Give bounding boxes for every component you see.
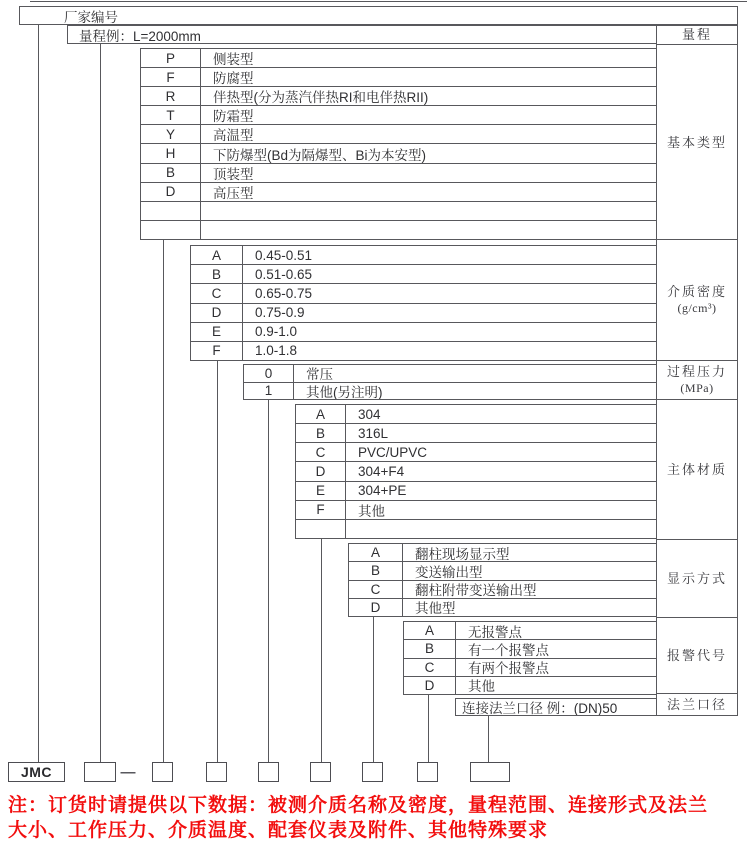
basic-type-row-empty-9 xyxy=(141,221,656,239)
model-value-box-2 xyxy=(152,762,173,782)
code-cell: C xyxy=(296,443,346,461)
order-note-line-1: 注：订货时请提供以下数据：被测介质名称及密度，量程范围、连接形式及法兰 xyxy=(8,795,709,816)
desc-cell: 其他(另注明) xyxy=(306,384,383,399)
alarm-code-row-C xyxy=(404,659,656,677)
basic-type-row-T xyxy=(141,106,656,125)
medium-density-row-A xyxy=(191,246,656,265)
section-process-pressure xyxy=(243,364,657,400)
desc-cell xyxy=(346,520,656,538)
flange-size-row-value xyxy=(456,699,656,715)
category-label-column xyxy=(656,25,738,716)
page-top-rule xyxy=(30,1,747,2)
connector-line-7 xyxy=(373,617,374,762)
desc-cell: 翻柱附带变送输出型 xyxy=(415,583,537,598)
category-label-3 xyxy=(657,361,737,400)
code-cell: D xyxy=(404,677,456,694)
basic-type-row-B xyxy=(141,164,656,183)
order-note xyxy=(8,793,748,843)
code-cell: D xyxy=(349,599,403,616)
alarm-code-row-B xyxy=(404,640,656,658)
category-label-text: (g/cm³) xyxy=(677,301,717,316)
desc-cell: 翻柱现场显示型 xyxy=(415,546,510,562)
code-cell: A xyxy=(191,246,243,264)
display-mode-row-B xyxy=(349,562,656,580)
desc-cell: 变送输出型 xyxy=(415,564,483,580)
code-cell: D xyxy=(141,183,201,201)
model-prefix-label: JMC xyxy=(20,764,53,780)
body-material-row-F xyxy=(296,501,656,520)
desc-cell: 有两个报警点 xyxy=(468,661,549,676)
category-label-text: (MPa) xyxy=(680,380,714,395)
category-label-2 xyxy=(657,240,737,361)
model-value-box-6 xyxy=(362,762,383,782)
code-cell: 1 xyxy=(244,383,294,400)
desc-cell: 常压 xyxy=(306,367,333,382)
model-value-box-8 xyxy=(470,762,510,782)
range-example-row xyxy=(67,25,657,44)
connector-line-4 xyxy=(217,361,218,762)
code-cell: R xyxy=(141,87,201,105)
code-cell: B xyxy=(141,164,201,182)
desc-cell: 其他 xyxy=(358,503,385,519)
model-prefix-box xyxy=(8,762,65,782)
desc-cell: 1.0-1.8 xyxy=(255,343,298,359)
code-cell: 0 xyxy=(244,365,294,382)
code-cell: C xyxy=(349,581,403,598)
medium-density-row-D xyxy=(191,304,656,323)
desc-cell: 顶装型 xyxy=(213,166,254,182)
medium-density-row-B xyxy=(191,265,656,284)
desc-cell: 防霜型 xyxy=(213,109,254,125)
medium-density-row-C xyxy=(191,284,656,303)
code-cell: F xyxy=(296,501,346,519)
alarm-code-row-A xyxy=(404,622,656,640)
category-label-text: 报警代号 xyxy=(666,648,727,664)
category-label-6 xyxy=(657,618,737,694)
desc-cell: 0.75-0.9 xyxy=(255,305,305,321)
basic-type-row-Y xyxy=(141,125,656,144)
manufacturer-code-label: 厂家编号 xyxy=(64,9,118,25)
body-material-row-D xyxy=(296,462,656,481)
code-cell: A xyxy=(296,405,346,423)
category-label-0 xyxy=(657,26,737,45)
medium-density-row-F xyxy=(191,342,656,360)
desc-cell: 伴热型(分为蒸汽伴热RI和电伴热RII) xyxy=(213,90,429,106)
desc-cell: 连接法兰口径 例：(DN)50 xyxy=(462,701,618,715)
connector-line-6 xyxy=(321,539,322,762)
desc-cell: 316L xyxy=(358,425,389,441)
connector-line-2 xyxy=(100,44,101,762)
desc-cell: 304+PE xyxy=(358,483,407,499)
category-label-text: 介质密度 xyxy=(666,284,727,300)
desc-cell: 304+F4 xyxy=(358,463,405,479)
model-separator-dash xyxy=(117,762,139,782)
basic-type-row-F xyxy=(141,68,656,87)
code-cell: E xyxy=(191,323,243,341)
code-cell xyxy=(141,221,201,239)
desc-cell: PVC/UPVC xyxy=(358,444,428,460)
category-label-1 xyxy=(657,45,737,240)
order-note-line-2: 大小、工作压力、介质温度、配套仪表及附件、其他特殊要求 xyxy=(8,820,549,841)
desc-cell: 高压型 xyxy=(213,185,254,201)
code-cell: D xyxy=(191,304,243,322)
body-material-row-empty-6 xyxy=(296,520,656,538)
desc-cell: 侧装型 xyxy=(213,52,254,68)
code-cell: B xyxy=(404,640,456,657)
connector-line-9 xyxy=(488,716,489,762)
category-label-4 xyxy=(657,400,737,540)
model-value-box-5 xyxy=(310,762,331,782)
desc-cell: 无报警点 xyxy=(468,624,522,640)
process-pressure-row-0 xyxy=(244,365,656,383)
basic-type-row-D xyxy=(141,183,656,202)
process-pressure-row-1 xyxy=(244,383,656,400)
category-label-text: 量程 xyxy=(681,27,712,43)
section-flange-size xyxy=(455,698,657,716)
desc-cell: 其他 xyxy=(468,679,495,694)
code-cell: B xyxy=(191,265,243,283)
category-label-text: 过程压力 xyxy=(666,363,727,379)
display-mode-row-C xyxy=(349,581,656,599)
desc-cell xyxy=(201,202,656,220)
desc-cell: 下防爆型(Bd为隔爆型、Bi为本安型) xyxy=(213,147,427,163)
body-material-row-A xyxy=(296,405,656,424)
model-value-box-4 xyxy=(258,762,279,782)
desc-cell: 0.51-0.65 xyxy=(255,266,313,282)
display-mode-row-D xyxy=(349,599,656,616)
desc-cell: 0.9-1.0 xyxy=(255,324,298,340)
desc-cell: 防腐型 xyxy=(213,71,254,87)
code-cell: F xyxy=(141,68,201,86)
code-cell xyxy=(141,202,201,220)
code-cell xyxy=(296,520,346,538)
category-label-text: 主体材质 xyxy=(666,461,727,477)
alarm-code-row-D xyxy=(404,677,656,694)
code-cell: B xyxy=(296,424,346,442)
desc-cell: 有一个报警点 xyxy=(468,642,549,658)
connector-line-1 xyxy=(38,24,39,762)
category-label-text: 法兰口径 xyxy=(666,697,727,713)
code-cell: A xyxy=(404,622,456,639)
medium-density-row-E xyxy=(191,323,656,342)
display-mode-row-A xyxy=(349,544,656,562)
connector-line-5 xyxy=(268,400,269,762)
section-display-mode xyxy=(348,543,657,617)
connector-line-3 xyxy=(163,240,164,762)
body-material-row-B xyxy=(296,424,656,443)
code-cell: Y xyxy=(141,125,201,143)
category-label-text: 基本类型 xyxy=(666,134,727,150)
connector-line-8 xyxy=(428,695,429,762)
desc-cell: 高温型 xyxy=(213,128,254,144)
category-label-text: 显示方式 xyxy=(666,570,727,586)
code-cell: B xyxy=(349,562,403,579)
section-body-material xyxy=(295,404,657,539)
desc-cell: 0.45-0.51 xyxy=(255,247,313,263)
desc-cell: 0.65-0.75 xyxy=(255,285,313,301)
model-value-box-3 xyxy=(206,762,227,782)
model-value-box-1 xyxy=(84,762,116,782)
desc-cell xyxy=(201,221,656,239)
category-label-7 xyxy=(657,694,737,715)
range-example-label: 量程例：L=2000mm xyxy=(79,28,201,44)
basic-type-row-empty-8 xyxy=(141,202,656,221)
code-cell: E xyxy=(296,482,346,500)
desc-cell: 304 xyxy=(358,406,381,422)
section-alarm-code xyxy=(403,621,657,695)
code-cell: H xyxy=(141,144,201,162)
basic-type-row-H xyxy=(141,144,656,163)
code-cell: C xyxy=(404,659,456,676)
basic-type-row-R xyxy=(141,87,656,106)
basic-type-row-P xyxy=(141,49,656,68)
code-cell: D xyxy=(296,462,346,480)
dash-glyph: — xyxy=(120,763,136,781)
code-cell: P xyxy=(141,49,201,67)
body-material-row-C xyxy=(296,443,656,462)
body-material-row-E xyxy=(296,482,656,501)
code-cell: T xyxy=(141,106,201,124)
model-value-box-7 xyxy=(417,762,438,782)
code-cell: A xyxy=(349,544,403,561)
section-medium-density xyxy=(190,245,657,361)
category-label-5 xyxy=(657,540,737,619)
manufacturer-code-row xyxy=(19,6,738,25)
desc-cell: 其他型 xyxy=(415,601,456,616)
code-cell: C xyxy=(191,284,243,302)
section-basic-type xyxy=(140,48,657,240)
code-cell: F xyxy=(191,342,243,360)
